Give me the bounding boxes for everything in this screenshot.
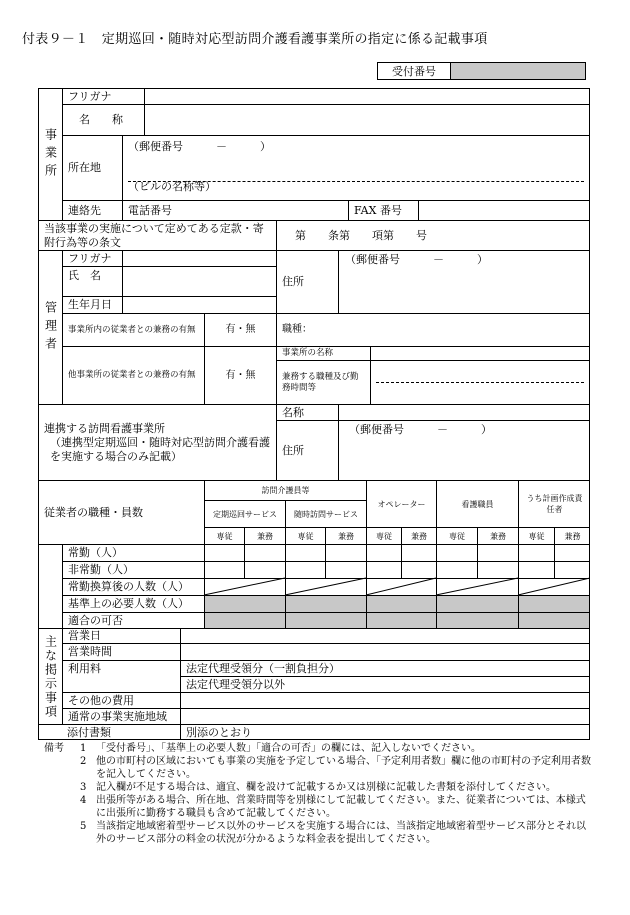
office-phone-label: 電話番号 xyxy=(122,200,348,220)
office-postal: （郵便番号 － ） xyxy=(128,140,271,153)
staff-cell[interactable] xyxy=(518,544,554,561)
note-indent xyxy=(44,755,80,781)
manager-concurrent-other-choice[interactable]: 有・無 xyxy=(204,346,276,404)
staff-conform-cell xyxy=(285,612,366,628)
attachments-label: 添付書類 xyxy=(38,724,180,740)
staff-cell[interactable] xyxy=(436,561,477,578)
note-indent xyxy=(44,820,80,846)
manager-concurrent-in-label: 事業所内の従業者との兼務の有無 xyxy=(62,313,204,346)
other-costs-label: その他の費用 xyxy=(62,692,180,708)
staff-fte-cell[interactable] xyxy=(285,578,366,595)
manager-address-label: 住所 xyxy=(276,250,338,313)
office-fax-label: FAX 番号 xyxy=(348,200,418,220)
staff-cell[interactable] xyxy=(285,561,325,578)
partner-name-field[interactable] xyxy=(338,404,590,420)
note-item xyxy=(44,742,594,755)
manager-concurrent-in-choice[interactable]: 有・無 xyxy=(204,313,276,346)
fee-nonproxy-row[interactable]: 法定代理受領分以外 xyxy=(180,676,590,692)
staff-fte-cell[interactable] xyxy=(204,578,285,595)
ondemand-service-header: 随時訪問サービス xyxy=(285,500,366,527)
staff-fte-cell[interactable] xyxy=(518,578,590,595)
staff-cell[interactable] xyxy=(366,544,401,561)
articles-value[interactable]: 第 条第 項第 号 xyxy=(276,220,590,250)
staff-cell[interactable] xyxy=(366,561,401,578)
note-text: 当該指定地域密着型サービス以外のサービスを実施する場合には、当該指定地域密着型サービス部分とそれ以外のサービス部分の料金の状況が分かるような料金表を提出してください。 xyxy=(96,821,586,845)
business-days-label: 営業日 xyxy=(62,628,180,643)
form-title: 付表９－１ 定期巡回・随時対応型訪問介護看護事業所の指定に係る記載事項 xyxy=(22,32,488,47)
staff-row-label: 適合の可否 xyxy=(62,612,204,628)
notes xyxy=(44,742,594,846)
staff-cell[interactable] xyxy=(244,544,285,561)
note-indent xyxy=(44,794,80,820)
staff-cell[interactable] xyxy=(204,561,244,578)
manager-furigana-field[interactable] xyxy=(122,250,276,266)
staff-cell[interactable] xyxy=(204,544,244,561)
business-hours-label: 営業時間 xyxy=(62,643,180,660)
attachments-value: 別添のとおり xyxy=(180,724,590,740)
staff-rows-indent xyxy=(38,544,62,628)
staff-conform-cell xyxy=(366,612,436,628)
note-text: 出張所等がある場合、所在地、営業時間等を別様にして記載してください。また、従業者については、本様式に出張所に勤務する職員も含めて記載してください。 xyxy=(96,795,586,819)
main-section-label: 主な掲示事項 xyxy=(38,628,62,724)
planner-full-header: 専従 xyxy=(518,527,554,544)
staff-cell[interactable] xyxy=(244,561,285,578)
staff-conform-cell xyxy=(518,612,590,628)
regular-dual-header: 兼務 xyxy=(244,527,285,544)
note-number: 1 xyxy=(80,743,87,754)
staff-label: 従業者の職種・員数 xyxy=(38,480,204,544)
staff-row-label: 基準上の必要人数（人） xyxy=(62,595,204,612)
partner-address-label: 住所 xyxy=(276,420,338,480)
manager-postal: （郵便番号 － ） xyxy=(345,253,488,266)
manager-birth-field[interactable] xyxy=(122,296,276,313)
office-name-field[interactable] xyxy=(144,104,590,135)
other-hours-label: 兼務する職種及び勤務時間等 xyxy=(276,360,370,404)
operator-dual-header: 兼務 xyxy=(401,527,436,544)
staff-cell[interactable] xyxy=(554,561,590,578)
note-item xyxy=(44,781,594,794)
fees-label: 利用料 xyxy=(62,660,180,692)
staff-cell[interactable] xyxy=(401,561,436,578)
reception-number-box xyxy=(451,63,585,79)
staff-required-cell xyxy=(436,595,518,612)
partner-address-field[interactable] xyxy=(338,420,590,480)
manager-job-field[interactable]: 職種： xyxy=(276,313,590,346)
staff-required-cell xyxy=(366,595,436,612)
fee-proxy-row[interactable]: 法定代理受領分（一割負担分） xyxy=(180,660,590,676)
note-text: 「受付番号」、「基準上の必要人数」「適合の可否」の欄には、記入しないでください。 xyxy=(96,743,481,754)
staff-conform-cell xyxy=(436,612,518,628)
business-days-field[interactable] xyxy=(180,628,590,643)
staff-cell[interactable] xyxy=(477,544,518,561)
note-number: 3 xyxy=(80,782,87,793)
other-office-name-label: 事業所の名称 xyxy=(276,346,370,360)
office-contact-label: 連絡先 xyxy=(62,200,122,220)
service-area-field[interactable] xyxy=(180,708,590,724)
note-text: 記入欄が不足する場合は、適宜、欄を設けて記載するか又は別様に記載した書類を添付してください。 xyxy=(96,782,556,793)
operator-header: オペレーター xyxy=(366,480,436,527)
staff-row-label: 常勤換算後の人数（人） xyxy=(62,578,204,595)
ondemand-full-header: 専従 xyxy=(285,527,325,544)
notes-heading: 備考 xyxy=(44,743,64,754)
regular-service-header: 定期巡回サービス xyxy=(204,500,285,527)
manager-furigana-label: フリガナ xyxy=(62,250,122,266)
office-building: （ビルの名称等） xyxy=(128,180,216,193)
staff-fte-cell[interactable] xyxy=(366,578,436,595)
note-number: 5 xyxy=(80,821,87,832)
partner-label xyxy=(38,404,276,480)
manager-concurrent-other-label: 他事業所の従業者との兼務の有無 xyxy=(62,346,204,404)
staff-cell[interactable] xyxy=(554,544,590,561)
manager-section-label: 管理者 xyxy=(38,250,62,404)
office-address-dashed-line xyxy=(128,181,584,182)
manager-address-field[interactable] xyxy=(338,250,590,313)
office-address-field[interactable] xyxy=(122,135,590,200)
service-area-label: 通常の事業実施地域 xyxy=(62,708,180,724)
staff-cell[interactable] xyxy=(518,561,554,578)
application-form xyxy=(38,88,590,740)
other-office-name-field[interactable] xyxy=(370,346,590,360)
other-costs-field[interactable] xyxy=(180,692,590,708)
manager-name-label: 氏 名 xyxy=(62,266,122,296)
business-hours-field[interactable] xyxy=(180,643,590,660)
office-section-label: 事業所 xyxy=(38,88,62,220)
staff-cell[interactable] xyxy=(477,561,518,578)
nurse-full-header: 専従 xyxy=(436,527,477,544)
staff-required-cell xyxy=(204,595,285,612)
staff-cell[interactable] xyxy=(401,544,436,561)
partner-postal: （郵便番号 － ） xyxy=(349,423,492,436)
note-item xyxy=(44,820,594,846)
note-text: 他の市町村の区域においても事業の実施を予定している場合、「予定利用者数」欄に他の市町村の予定利用者数を記入してください。 xyxy=(96,756,591,780)
staff-cell[interactable] xyxy=(285,544,325,561)
office-furigana-field[interactable] xyxy=(144,88,590,104)
nurse-header: 看護職員 xyxy=(436,480,518,527)
ondemand-dual-header: 兼務 xyxy=(325,527,366,544)
note-item xyxy=(44,794,594,820)
staff-cell[interactable] xyxy=(325,561,366,578)
other-hours-dashed-line xyxy=(376,382,584,383)
planner-dual-header: 兼務 xyxy=(554,527,590,544)
staff-conform-cell xyxy=(204,612,285,628)
staff-row-label: 常勤（人） xyxy=(62,544,204,561)
reception-number-label: 受付番号 xyxy=(378,63,451,79)
staff-cell[interactable] xyxy=(325,544,366,561)
staff-cell[interactable] xyxy=(436,544,477,561)
articles-label: 当該事業の実施について定めてある定款・寄附行為等の条文 xyxy=(38,220,276,250)
partner-name-label: 名称 xyxy=(276,404,338,420)
regular-full-header: 専従 xyxy=(204,527,244,544)
visit-staff-header: 訪問介護員等 xyxy=(204,480,366,500)
office-name-label: 名 称 xyxy=(62,104,144,135)
note-number: 4 xyxy=(80,795,87,806)
planner-header: うち計画作成責任者 xyxy=(518,480,590,527)
manager-name-field[interactable] xyxy=(122,266,276,296)
nurse-dual-header: 兼務 xyxy=(477,527,518,544)
staff-required-cell xyxy=(518,595,590,612)
partner-label-note: （連携型定期巡回・随時対応型訪問介護看護を実施する場合のみ記載） xyxy=(50,435,270,463)
manager-birth-label: 生年月日 xyxy=(62,296,122,313)
reception-number xyxy=(377,62,586,80)
office-fax-field[interactable] xyxy=(418,200,590,220)
staff-fte-cell[interactable] xyxy=(436,578,518,595)
staff-required-cell xyxy=(285,595,366,612)
operator-full-header: 専従 xyxy=(366,527,401,544)
note-item xyxy=(44,755,594,781)
partner-label-main: 連携する訪問看護事業所 xyxy=(44,421,165,435)
office-address-label: 所在地 xyxy=(62,135,122,200)
staff-row-label: 非常勤（人） xyxy=(62,561,204,578)
note-number: 2 xyxy=(80,756,87,767)
note-indent xyxy=(44,781,80,794)
office-furigana-label: フリガナ xyxy=(62,88,144,104)
